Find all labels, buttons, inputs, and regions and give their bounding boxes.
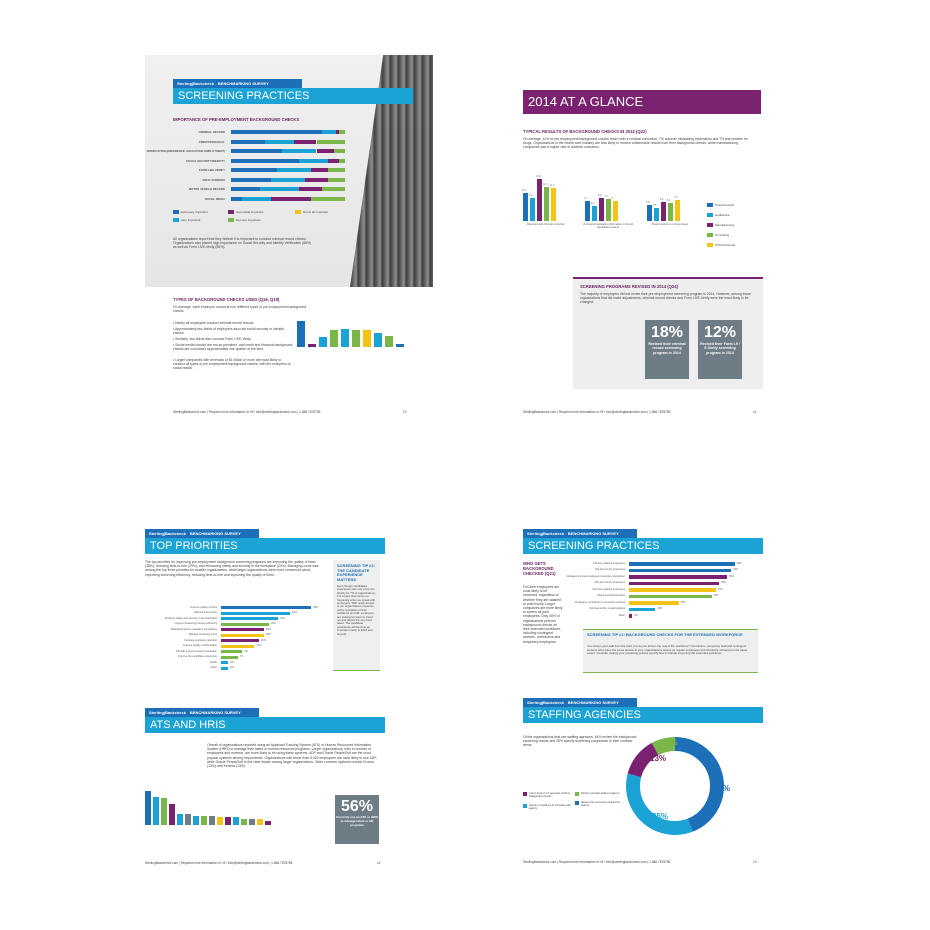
legend-swatch — [173, 210, 179, 214]
priority-bar — [221, 661, 228, 664]
stacked-segment — [294, 140, 317, 144]
row-label: Reduce time-to-hire — [194, 611, 217, 614]
row-label: SOCIAL MEDIA — [204, 196, 225, 201]
revised-text: The majority of employers did not revise their pre-employment screening program in 2014. However, among those organizations that did make adjustments, criminal record checks and Form I-9/E-Verify were the most likely to be changed. — [580, 292, 751, 305]
stacked-segment — [322, 130, 336, 134]
footer: SterlingBackcheck.com | Request more information in f 8+ info@sterlingbackcheck.com | 1.866.7678785 — [523, 860, 671, 864]
results-text: On average, 10% of pre-employment background checks return with a criminal conviction, 7% uncover misleading information and 7% test positive for drugs. Organizations in the health care industry are less likely to receive unfavorable results from their background checks, while manufacturing companies saw a higher rate of adverse outcomes. — [523, 137, 748, 150]
row-label: Improve the candidate experience — [177, 655, 217, 658]
who-bar — [629, 608, 655, 612]
page-number: 10 — [403, 410, 407, 414]
section-heading-2: SCREENING PROGRAMS REVISED IN 2014 (Q24) — [580, 284, 678, 289]
stacked-segment — [328, 178, 345, 182]
page-screening-practices-1 — [145, 55, 433, 423]
stat-form-i9 — [698, 320, 742, 379]
vbar — [185, 814, 191, 825]
brand-bar: Sterling|Backcheck BENCHMARKING SURVEY — [173, 79, 302, 88]
bar-value-label: 93% — [733, 568, 739, 571]
stacked-segment — [339, 130, 345, 134]
row-label: SOCIAL SECURITY/IDENTITY — [186, 158, 225, 163]
grouped-bar — [654, 208, 659, 221]
bar-value-label: 24% — [280, 616, 286, 620]
vbar — [169, 804, 175, 825]
stacked-segment — [282, 149, 316, 153]
page-top-priorities — [145, 505, 433, 873]
grouped-bar — [668, 203, 673, 221]
brand-bar: Sterling|Backcheck BENCHMARKING SURVEY — [145, 529, 259, 538]
bar-value-label: 3% — [634, 613, 638, 617]
bar-value-label: 10.1 — [522, 188, 527, 192]
grouped-bar — [599, 198, 604, 221]
section-heading: WHO GETS BACKGROUND CHECKED (Q21) — [523, 561, 556, 576]
bar-value-label: 14% — [256, 644, 262, 647]
row-label: Full-time salaried employees — [593, 561, 625, 565]
types-bar-chart — [297, 317, 409, 347]
row-label: Part-time salaried employees — [592, 587, 625, 591]
priority-bar — [221, 623, 269, 626]
who-bar — [629, 595, 712, 599]
priority-bar — [221, 645, 254, 648]
tip-text: You screen your staff from the start, but do you screen the rest of the workforce? Contractors, temporary staff and contingent workers often have the same access to your organization's assets as regular employees and should be screened to the same extent. Consider making your screening policies specify how to handle screening the extended workforce. — [587, 644, 748, 656]
legend-swatch — [707, 243, 713, 247]
priorities-text: The top priorities for improving pre-employment background screening programs are improving the quality of hires (38%), reducing time-to-hire (29%), and enhancing safety and security in the workplace (24%). Managing costs was among the top three priorities for smaller organizations, while larger organizations were more concerned about improving screening efficiency, reducing time-to-hire and improving the quality of hires. — [145, 560, 319, 577]
stacked-segment — [271, 197, 311, 201]
legend-label: Very important — [181, 218, 201, 222]
vbar — [308, 344, 316, 347]
types-intro: On average, each employer conducts four different types of pre-employment background checks. — [173, 305, 307, 314]
page-at-a-glance — [495, 55, 783, 423]
bar-value-label: 5.3 — [591, 202, 595, 206]
bar-value-label: 29% — [291, 611, 298, 614]
donut-label: 13% — [650, 754, 667, 763]
importance-text: All organizations report that they believe it is important to conduct criminal record checks. Organizations also placed high importance on Social Security and Identity Verification (88%) as well as Form I-9/E-Verify (85%). — [173, 237, 312, 250]
section-title-staffing: STAFFING AGENCIES — [523, 707, 763, 723]
bullet-item: • Similarly, two-thirds also conduct Form I-9/E-Verify. — [173, 337, 252, 341]
priority-bar — [221, 656, 238, 659]
bar-value-label: 20% — [270, 622, 276, 625]
vbar — [217, 817, 223, 825]
row-label: Maintain/improve regulatory compliance — [171, 627, 217, 631]
stacked-segment — [299, 187, 322, 191]
row-label: Enhance safety and security in the workplace — [164, 616, 217, 620]
bullet-item: • Approximately two-thirds of employers also use social security or identity checks. — [173, 327, 284, 336]
priority-bar — [221, 617, 278, 620]
tip-title: SCREENING TIP #2: THE CANDIDATE EXPERIENCE MATTERS — [337, 563, 375, 582]
stacked-segment — [231, 168, 277, 172]
bar-value-label: 38% — [313, 605, 319, 609]
legend-label: Overall results — [715, 203, 735, 207]
row-label: Inside — [210, 660, 217, 664]
section-title-ats: ATS AND HRIS — [145, 717, 385, 733]
grouped-bar — [537, 179, 542, 221]
legend-label: Specify compliance in contracts with agency — [529, 803, 571, 810]
row-label: MOTOR VEHICLE RECORD — [188, 187, 225, 191]
bar-value-label: 7.7 — [605, 195, 609, 199]
vbar — [209, 816, 215, 826]
vbar — [233, 817, 239, 825]
priority-bar — [221, 634, 264, 637]
legend-label: Not very important — [236, 218, 261, 222]
legend-label: Review the screening results from agency — [581, 800, 621, 807]
stacked-segment — [277, 168, 311, 172]
row-label: Improve screening process efficiency — [174, 622, 217, 625]
who-bar — [629, 562, 735, 566]
stacked-segment — [339, 159, 345, 163]
group-label: Uncovered misleading information in the job candidate's resume — [582, 223, 634, 229]
bar-value-label: 3% — [230, 660, 234, 664]
stacked-segment — [311, 197, 345, 201]
footer: SterlingBackcheck.com | Request more information in f 8+ info@sterlingbackcheck.com | 1.866.7678785 — [173, 410, 321, 414]
bar-value-label: 8.2 — [529, 193, 533, 197]
row-label: Improve quality of hires — [190, 605, 217, 609]
vbar — [193, 816, 199, 826]
legend-swatch — [707, 233, 713, 237]
priority-bar — [221, 628, 264, 631]
vbar — [161, 798, 167, 825]
vbar — [257, 819, 263, 825]
bar-value-label: 12.1 — [543, 182, 548, 186]
legend-swatch — [707, 203, 713, 207]
staffing-text: Of the organizations that use staffing agencies, 44% review the background screening results and 35% specify screening compliance in their contract terms. — [523, 735, 637, 748]
grouped-bar — [661, 202, 666, 221]
row-label: CREDIT/FINANCIAL — [198, 139, 225, 144]
bar-value-label: 18% — [265, 633, 271, 636]
legend-label: Not at all important — [303, 210, 329, 214]
stacked-segment — [328, 168, 345, 172]
vbar — [297, 321, 305, 347]
grouped-bar — [606, 197, 614, 221]
vbar — [241, 819, 247, 825]
grouped-bar — [544, 187, 549, 221]
row-label: FORM I-9/E-VERIFY — [199, 168, 225, 172]
staffing-donut — [620, 731, 730, 841]
legend-label: Healthcare — [715, 213, 730, 217]
bar-value-label: 7.6 — [674, 195, 678, 199]
vbar — [225, 817, 231, 825]
page-title: 2014 AT A GLANCE — [523, 90, 761, 114]
brand-bar-2: Sterling|Backcheck BENCHMARKING SURVEY — [145, 708, 259, 717]
stacked-segment — [317, 140, 346, 144]
grouped-bar — [585, 201, 590, 221]
stat-value: 18% — [650, 324, 684, 341]
bar-value-label: 5.8 — [646, 200, 650, 204]
stat-value: 12% — [703, 324, 737, 341]
priority-bar — [221, 612, 290, 615]
stat-label: Revised their criminal record screening program in 2014 — [648, 342, 686, 355]
bullet-item: • Social media checks are not as prevalent, and credit and financial background checks are conducted approximately one quarter of the time. — [173, 343, 293, 352]
bar-value-label: 6.9 — [660, 197, 664, 201]
bar-value-label: 7 — [612, 197, 614, 201]
stacked-segment — [322, 187, 345, 191]
bar-value-label: 45% — [680, 600, 686, 604]
bar-value-label: 6.4 — [667, 199, 671, 202]
stacked-segment — [231, 149, 282, 153]
row-label: Management level employees (executive and above) — [566, 574, 625, 578]
legend-label: I don't know if our agencies perform background checks — [529, 791, 571, 798]
legend-swatch — [575, 792, 579, 796]
who-bar — [629, 582, 719, 586]
bar-value-label: 9% — [244, 649, 249, 653]
row-label: Contingent, contractors or temporary workers — [574, 600, 625, 604]
tip-text: Even though candidates experience was only a top two priority for 7% of organizations, it is a topic that comes up frequently when we speak with employers. With ready access to our organizations expertise, online reputation of their workforce and HR, employers are looking for ways to stand out and attract the very best talent. The candidate experience will become an important metric in 2015 and beyond. — [337, 584, 376, 636]
bullet-item: • Larger companies with revenues of $1 billion or more are most likely to conduct all types of pre-employment background checks, with the exception of social media. — [173, 358, 291, 371]
page-number: 13 — [753, 860, 757, 864]
vbar — [341, 329, 349, 347]
stat-value: 56% — [340, 798, 374, 815]
tip-title: SCREENING TIP #1: BACKGROUND CHECKS FOR THE EXTENDED WORKFORCE — [587, 632, 743, 637]
stacked-segment — [231, 178, 271, 182]
legend-swatch — [523, 804, 527, 808]
stacked-segment — [317, 149, 334, 153]
legend-swatch — [523, 792, 527, 796]
row-label: VERIFICATION (REFERENCE, EDUCATION, EMPLOYMENT) — [146, 149, 225, 153]
stacked-segment — [334, 149, 345, 153]
stacked-segment — [328, 159, 339, 163]
vbar — [374, 333, 382, 347]
legend-swatch — [173, 218, 179, 222]
donut-label: 35% — [652, 812, 669, 821]
grouped-bar — [647, 205, 652, 221]
row-label: Increase employee retention — [184, 638, 217, 642]
bar-value-label: 11.9 — [550, 183, 555, 187]
bar-value-label: 89% — [728, 574, 734, 578]
brand-bar: Sterling|Backcheck BENCHMARKING SURVEY — [523, 529, 637, 538]
bar-value-label: 18% — [265, 627, 271, 631]
footer: SterlingBackcheck.com | Request more information in f 8+ info@sterlingbackcheck.com | 1.866.7678785 — [523, 410, 671, 414]
bar-value-label: 75% — [713, 594, 719, 597]
donut-label: 44% — [714, 784, 730, 793]
legend-label: Extremely important — [181, 210, 208, 214]
legend-label: IT/Professional — [715, 243, 736, 247]
who-bar — [629, 588, 716, 592]
vbar — [265, 821, 271, 825]
bar-value-label: 24% — [657, 607, 663, 610]
bar-value-label: 8.2 — [598, 193, 602, 197]
row-label: Full-time hourly employees — [595, 568, 625, 571]
donut-label: 8% — [666, 738, 678, 747]
stacked-segment — [231, 187, 260, 191]
grouped-bar — [530, 198, 535, 221]
legend-swatch — [575, 801, 579, 805]
stacked-segment — [299, 159, 328, 163]
stacked-segment — [242, 197, 271, 201]
vbar — [352, 330, 360, 347]
vbar — [396, 344, 404, 347]
vbar — [153, 797, 159, 826]
legend-swatch — [295, 210, 301, 214]
page-screening-practices-2 — [495, 505, 783, 873]
revised-panel-rule — [573, 277, 763, 279]
who-text: Full-time employees are most likely to be screened, regardless of whether they are salaried or paid hourly. Larger companies are more likely to screen all paid employees. Only 45% of organizations perform background checks on their extended workforce, including contingent workers, contractors and temporary employees. — [523, 585, 563, 644]
ats-bar-chart — [145, 785, 280, 825]
bar-value-label: 4.5 — [653, 204, 657, 208]
row-label: Part-time hourly employees — [594, 581, 625, 584]
grouped-bar — [613, 201, 618, 221]
vbar — [330, 330, 338, 347]
legend-swatch — [228, 210, 234, 214]
priority-bar — [221, 667, 228, 670]
stacked-segment — [260, 187, 300, 191]
stat-ats — [335, 795, 379, 844]
vbar — [249, 819, 255, 825]
stacked-segment — [265, 140, 294, 144]
page-number: 11 — [753, 410, 757, 414]
stat-label: Revised their Form I-9 / E-Verify screening program in 2014 — [700, 342, 740, 355]
grouped-bar — [523, 193, 528, 221]
stacked-segment — [305, 178, 328, 182]
row-label: CRIMINAL RECORD — [198, 130, 225, 134]
legend-label: Manufacturing — [715, 223, 735, 227]
row-label: Other — [618, 613, 625, 617]
priority-bar — [221, 639, 259, 642]
row-label: Manage screening costs — [188, 633, 217, 636]
bar-value-label: 16% — [261, 638, 267, 642]
legend-label: Consulting — [715, 233, 730, 237]
grouped-bar — [592, 206, 597, 221]
page-title: TOP PRIORITIES — [145, 538, 385, 554]
vbar — [319, 337, 327, 347]
stat-label: Currently use an ATS or HRIS to manage talent or HR programs — [335, 815, 378, 827]
stat-criminal — [645, 320, 689, 379]
vbar — [363, 330, 371, 347]
priority-bar — [221, 650, 242, 653]
group-label: Returned with criminal conviction — [527, 223, 565, 226]
stacked-segment — [231, 130, 322, 134]
vbar — [145, 791, 151, 825]
results-chart — [523, 173, 703, 233]
who-bar — [629, 614, 632, 618]
bullet-item: • Nearly all employers conduct criminal record checks. — [173, 321, 255, 325]
page-title: SCREENING PRACTICES — [173, 88, 413, 104]
row-label: DRUG SCREENS — [202, 177, 225, 182]
stacked-segment — [311, 168, 328, 172]
priority-bar — [221, 606, 311, 609]
bar-value-label: 7% — [239, 655, 244, 658]
bar-value-label: 3% — [230, 666, 234, 669]
row-label: Provide a good company reputation — [176, 649, 217, 653]
bar-value-label: 14.8 — [536, 175, 541, 179]
row-label: Improve quality of information — [182, 644, 217, 647]
section-heading-2: TYPES OF BACKGROUND CHECKS USED (Q16, Q19) — [173, 297, 280, 302]
stacked-segment — [231, 197, 242, 201]
stacked-segment — [231, 159, 299, 163]
row-label: Volunteers/other unpaid workers — [589, 607, 625, 610]
page-number: 12 — [377, 861, 381, 865]
legend-label: Somewhat important — [236, 210, 264, 214]
who-bar — [629, 569, 731, 573]
vbar — [385, 336, 393, 347]
vbar — [201, 816, 207, 826]
brand-bar-2: Sterling|Backcheck BENCHMARKING SURVEY — [523, 698, 637, 707]
vbar — [177, 814, 183, 825]
legend-label: Perform periodic audits of agency — [581, 791, 620, 795]
bar-value-label: 82% — [721, 581, 727, 584]
stacked-segment — [271, 178, 305, 182]
who-bar — [629, 575, 727, 579]
legend-swatch — [707, 223, 713, 227]
group-label: Tested positive in a drug screen — [651, 223, 689, 226]
page-title: SCREENING PRACTICES — [523, 538, 763, 554]
legend-swatch — [707, 213, 713, 217]
grouped-bar — [551, 188, 556, 221]
footer: SterlingBackcheck.com | Request more information in f 8+ info@sterlingbackcheck.com | 1.866.7678785 — [145, 861, 293, 865]
legend-swatch — [228, 218, 234, 222]
who-bar — [629, 601, 679, 605]
section-heading: TYPICAL RESULTS OF BACKGROUND CHECKS IN 2014 (Q22) — [523, 129, 647, 134]
row-label: Board members/trustees — [597, 594, 625, 597]
section-heading: IMPORTANCE OF PRE-EMPLOYMENT BACKGROUND CHECKS — [173, 117, 300, 122]
grouped-bar — [675, 200, 680, 221]
bar-value-label: 96% — [736, 561, 742, 565]
bar-value-label: 79% — [717, 587, 723, 591]
bar-value-label: 7.1 — [584, 197, 588, 201]
stacked-segment — [231, 140, 265, 144]
ats-text: Overall of organizations reported using an Applicant Tracking System (ATS) or Human Resources Information System (HRIS) to manage their talent or human resources programs. Larger organizations, both in number of employees and revenue, are more likely to be using these systems. ADP and Oracle PeopleSoft are the most popular systems among respondents. Organizations with fewer than 5,000 employees are most likely to use ADP, while Oracle PeopleSoft is the clear leader among larger organizations. Other common systems include Kronos (13%) and Kenexa (13%). — [207, 743, 377, 769]
row-label: Other — [210, 666, 217, 669]
